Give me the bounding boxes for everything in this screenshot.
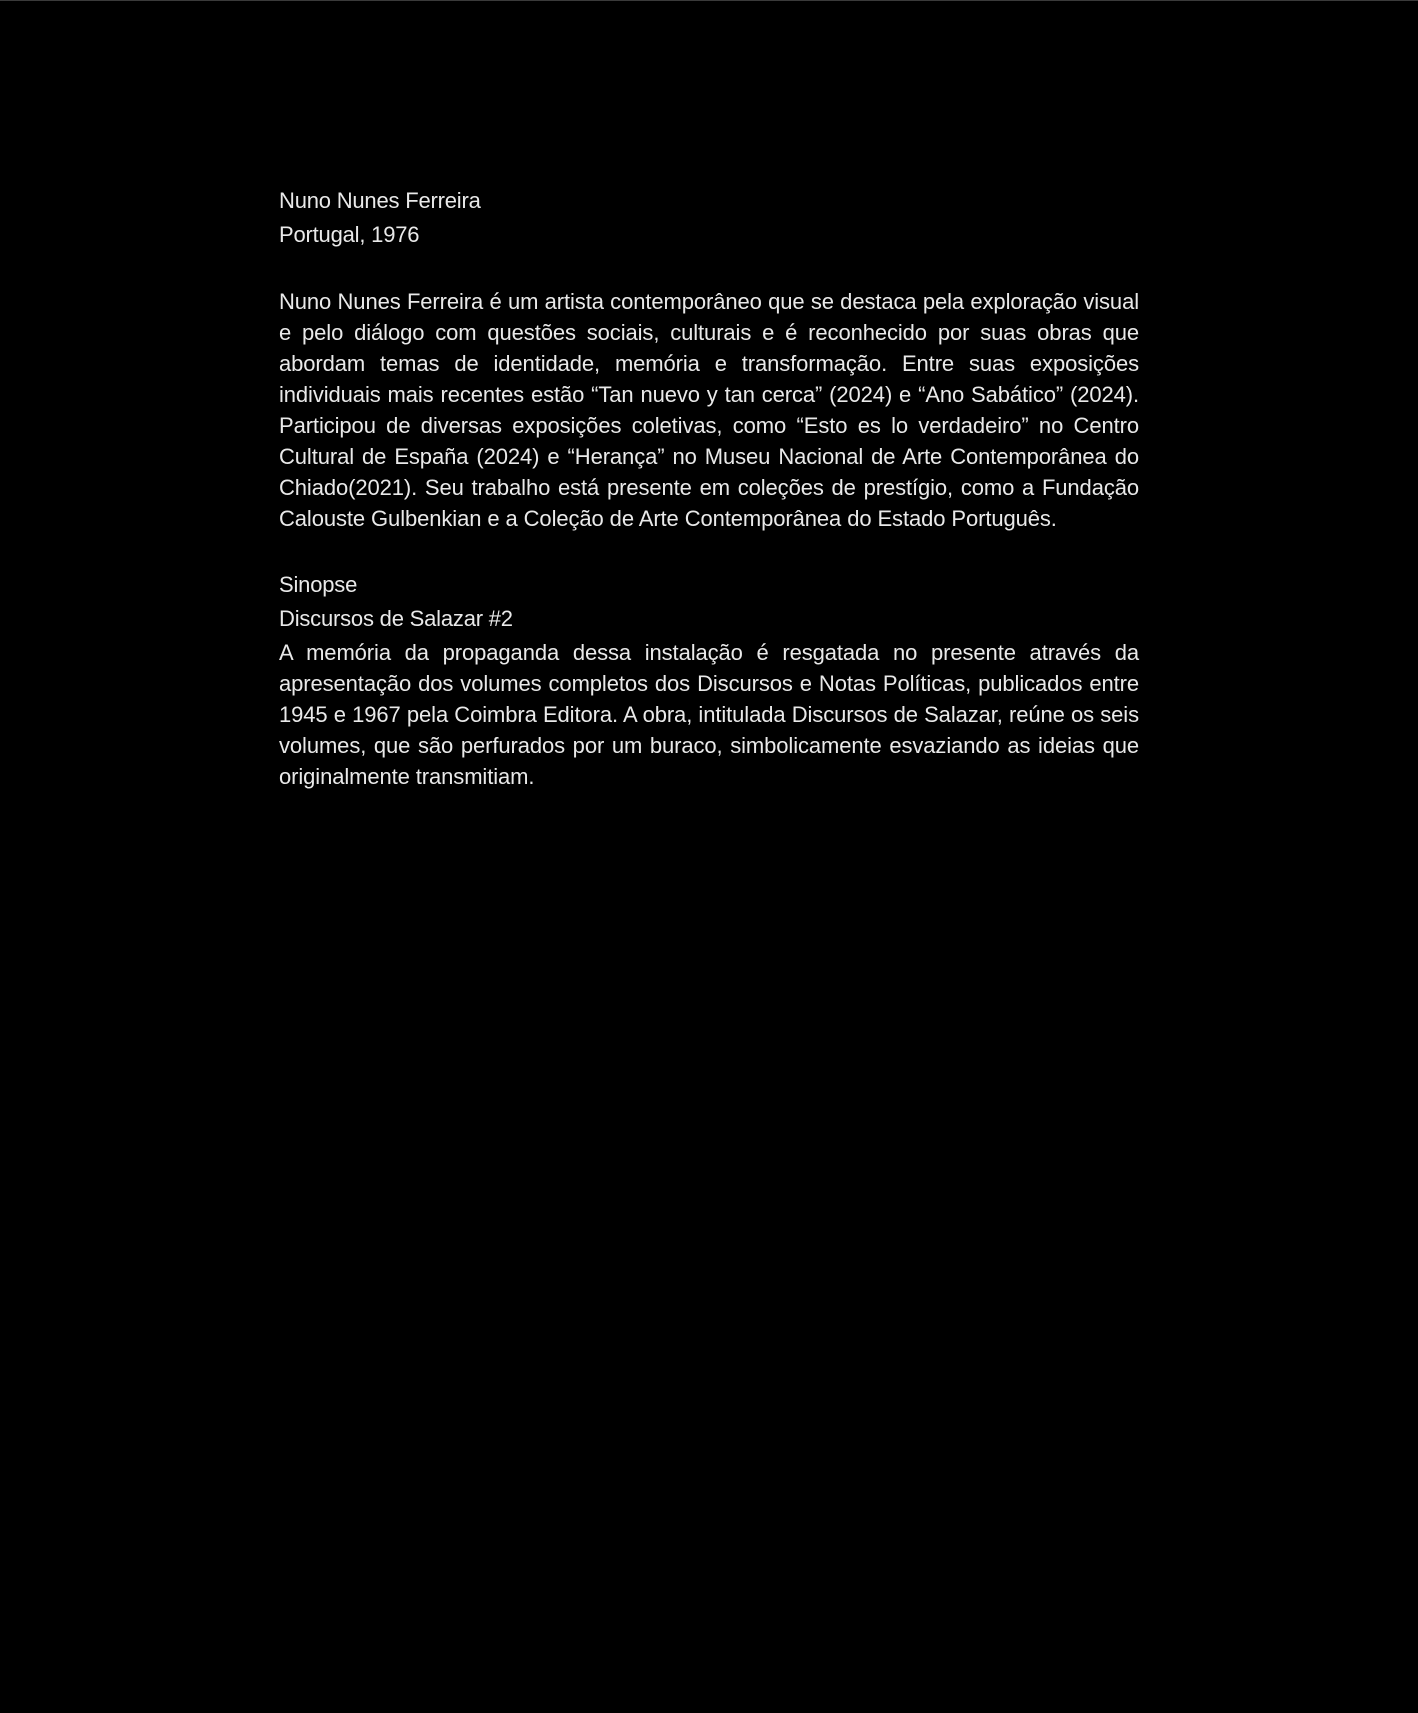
synopsis-text: A memória da propaganda dessa instalação é resgatada no presente através da apresentação dos volumes completos dos Discursos e Notas Políticas, publicados entre 1945 e 1967 pela Coimbra Editora. A obra, intitulada Discursos de Salazar, reúne os seis volumes, que são perfurados por um buraco, simbolicamente esvaziando as ideias que originalmente transmitiam. [279,640,1139,789]
artist-origin: Portugal, 1976 [279,222,420,247]
work-title: Discursos de Salazar #2 [279,606,513,631]
synopsis-heading: Sinopse [279,572,358,597]
top-divider [0,0,1418,1]
artist-name: Nuno Nunes Ferreira [279,188,481,213]
artist-text-block [279,184,1139,792]
synopsis-section [279,568,1139,792]
artist-bio: Nuno Nunes Ferreira é um artista contemporâneo que se destaca pela exploração visual e pelo diálogo com questões sociais, culturais e é reconhecido por suas obras que abordam temas de identidade, memória e transformação. Entre suas exposições individuais mais recentes estão “Tan nuevo y tan cerca” (2024) e “Ano Sabático” (2024). Participou de diversas exposições coletivas, como “Esto es lo verdadeiro” no Centro Cultural de España (2024) e “Herança” no Museu Nacional de Arte Contemporânea do Chiado(2021). Seu trabalho está presente em coleções de prestígio, como a Fundação Calouste Gulbenkian e a Coleção de Arte Contemporânea do Estado Português. [279,289,1139,531]
